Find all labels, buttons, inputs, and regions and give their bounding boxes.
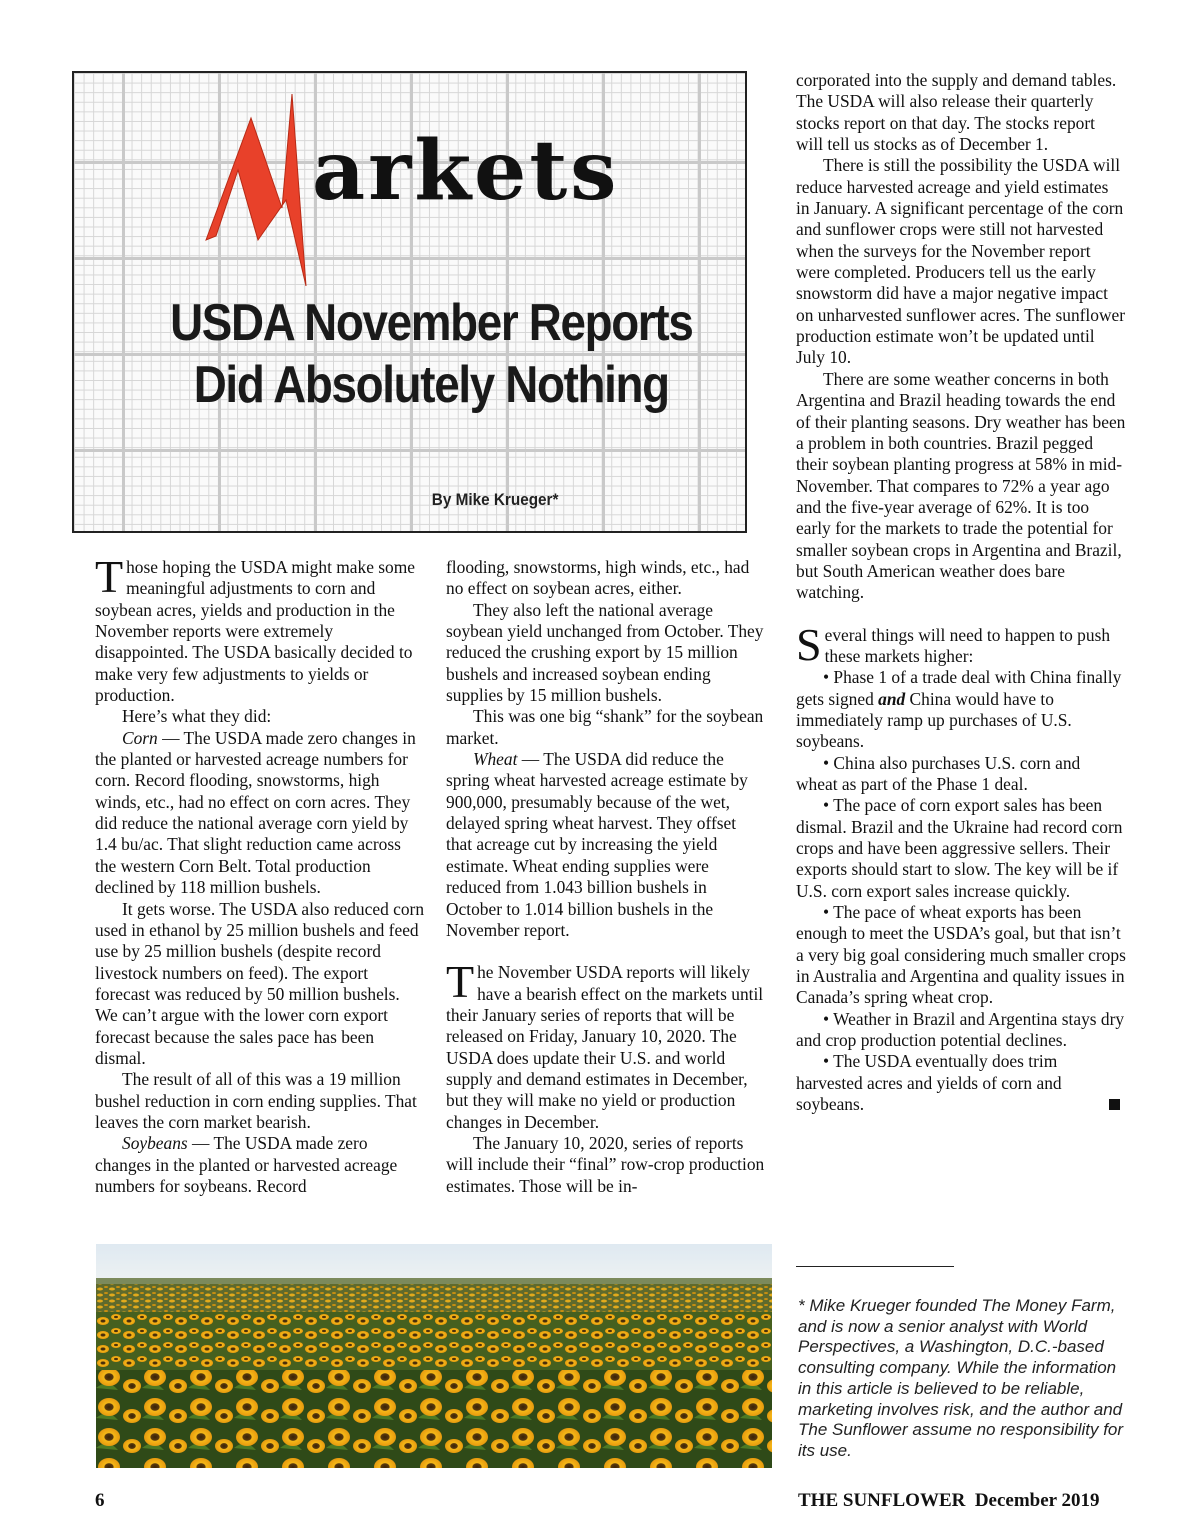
- paragraph: [95, 1133, 425, 1197]
- paragraph-text: everal things will need to happen to push these markets higher:: [824, 624, 1111, 666]
- paragraph: They also left the national average soybean yield unchanged from October. They reduced the crushing export by 15 million bushels and increased soybean ending supplies by 15 million bushels.: [446, 599, 764, 706]
- page-number: 6: [95, 1490, 105, 1511]
- drop-cap: S: [796, 618, 822, 670]
- end-of-article-icon: [1109, 1099, 1120, 1110]
- bullet-item: [796, 1051, 1126, 1115]
- paragraph-text: he November USDA reports will likely have a bearish effect on the markets until their January series of reports that will be released on Friday, January 10, 2020. The USDA does update their U.S. and world supply and demand estimates in December, but they will make no yield or production changes in December.: [446, 962, 764, 1132]
- paragraph: There are some weather concerns in both Argentina and Brazil heading towards the end of their planting seasons. Dry weather has been a problem in both countries. Brazil pegged their soybean planting progress at 58% in mid-November. That compares to 72% a year ago and the five-year average of 62%. It is too early for the markets to trade the potential for smaller soybean crops in Argentina and Brazil, but South American weather does bare watching.: [796, 368, 1126, 603]
- paragraph: corporated into the supply and demand tables. The USDA will also release their quarterly stocks report on that day. The stocks report will tell us stocks as of December 1.: [796, 70, 1117, 155]
- article-column-2: [446, 557, 766, 1197]
- paragraph-text: — The USDA made zero changes in the planted or harvested acreage numbers for corn. Record flooding, snowstorms, high winds, etc., had no effect on corn acres. They did reduce the national average corn yield by 1.4 bu/ac. That slight reduction came across the western Corn Belt. Total production declined by 118 million bushels.: [95, 727, 416, 898]
- sunflower-field-photo: [96, 1244, 772, 1468]
- paragraph: [446, 956, 766, 1133]
- section-title: arkets: [312, 123, 620, 219]
- bullet-text: • Phase 1 of a trade deal with China finally gets signed: [796, 667, 1122, 709]
- paragraph: [446, 749, 766, 941]
- headline-line-1: USDA November Reports: [170, 294, 693, 352]
- paragraph-text: — The USDA made zero changes in the planted or harvested acreage numbers for soybeans. Record: [95, 1133, 398, 1196]
- paragraph: The result of all of this was a 19 million bushel reduction in corn ending supplies. That leaves the corn market bearish.: [95, 1069, 417, 1132]
- drop-cap: T: [446, 956, 475, 1008]
- paragraph: There is still the possibility the USDA will reduce harvested acreage and yield estimates in January. A significant percentage of the corn and sunflower crops were still not harvested when the surveys for the November report were completed. Producers tell us the early snowstorm did have a major negative impact on unharvested sunflower acres. The sunflower production estimate won’t be updated until July 10.: [796, 155, 1126, 368]
- article-headline: [114, 292, 749, 416]
- crop-label-soybeans: Soybeans: [122, 1133, 188, 1154]
- paragraph: The January 10, 2020, series of reports will include their “final” row-crop production estimates. Those will be in-: [446, 1132, 765, 1196]
- author-footnote: * Mike Krueger founded The Money Farm, and is now a senior analyst with World Perspectives, a Washington, D.C.-based consulting company. While the information in this article is believed to be reliable, marketing involves risk, and the author and The Sunflower assume no responsibility for its use.: [798, 1296, 1124, 1460]
- paragraph: Here’s what they did:: [122, 706, 272, 727]
- paragraph-text: — The USDA did reduce the spring wheat harvested acreage estimate by 900,000, presumably because of the wet, delayed spring wheat harvest. They offset that acreage cut by increasing the yield estimate. Wheat ending supplies were reduced from 1.043 billion bushels in October to 1.014 billion bushels in the November report.: [446, 749, 748, 940]
- headline-line-2: Did Absolutely Nothing: [193, 356, 669, 414]
- paragraph: [796, 618, 1126, 670]
- footnote-divider: [796, 1266, 954, 1267]
- paragraph: [95, 728, 425, 899]
- article-column-1: [95, 551, 425, 1197]
- bullet-text: • The USDA eventually does trim harvested acres and yields of corn and soybeans.: [796, 1051, 1062, 1115]
- bullet-item: [796, 667, 1126, 752]
- crop-label-corn: Corn: [122, 727, 158, 748]
- bullet-item: • The pace of wheat exports has been enough to meet the USDA’s goal, but that isn’t a very big goal considering much smaller crops in Australia and Argentina and quality issues in Canada’s spring wheat crop.: [796, 902, 1126, 1008]
- bullet-item: • Weather in Brazil and Argentina stays dry and crop production potential declines.: [796, 1008, 1125, 1051]
- paragraph-text: hose hoping the USDA might make some meaningful adjustments to corn and soybean acres, yields and production in the November reports were extremely disappointed. The USDA basically decided to make very few adjustments to yields or production.: [95, 557, 415, 706]
- paragraph: It gets worse. The USDA also reduced corn used in ethanol by 25 million bushels and feed use by 25 million bushels (despite record livestock numbers on feed). The export forecast was reduced by 50 million bushels. We can’t argue with the lower corn export forecast because the sales pace has been dismal.: [95, 898, 425, 1068]
- article-column-3: [796, 70, 1126, 1116]
- bullet-item: • The pace of corn export sales has been dismal. Brazil and the Ukraine had record corn crops and have been aggressive sellers. Their exports should start to slow. The key will be if U.S. corn export sales increase quickly.: [796, 795, 1123, 901]
- paragraph: flooding, snowstorms, high winds, etc., had no effect on soybean acres, either.: [446, 557, 750, 599]
- paragraph: [95, 551, 425, 706]
- section-logo-m-icon: [196, 90, 316, 286]
- byline: By Mike Krueger*: [431, 490, 559, 509]
- running-footer: THE SUNFLOWER December 2019: [798, 1490, 1100, 1511]
- bullet-text: China would have to immediately ramp up purchases of U.S. soybeans.: [796, 688, 1072, 752]
- drop-cap: T: [95, 551, 124, 602]
- bullet-item: • China also purchases U.S. corn and wheat as part of the Phase 1 deal.: [796, 752, 1081, 794]
- crop-label-wheat: Wheat: [473, 749, 518, 770]
- emphasis-text: and: [878, 688, 906, 709]
- paragraph: This was one big “shank” for the soybean market.: [446, 706, 764, 748]
